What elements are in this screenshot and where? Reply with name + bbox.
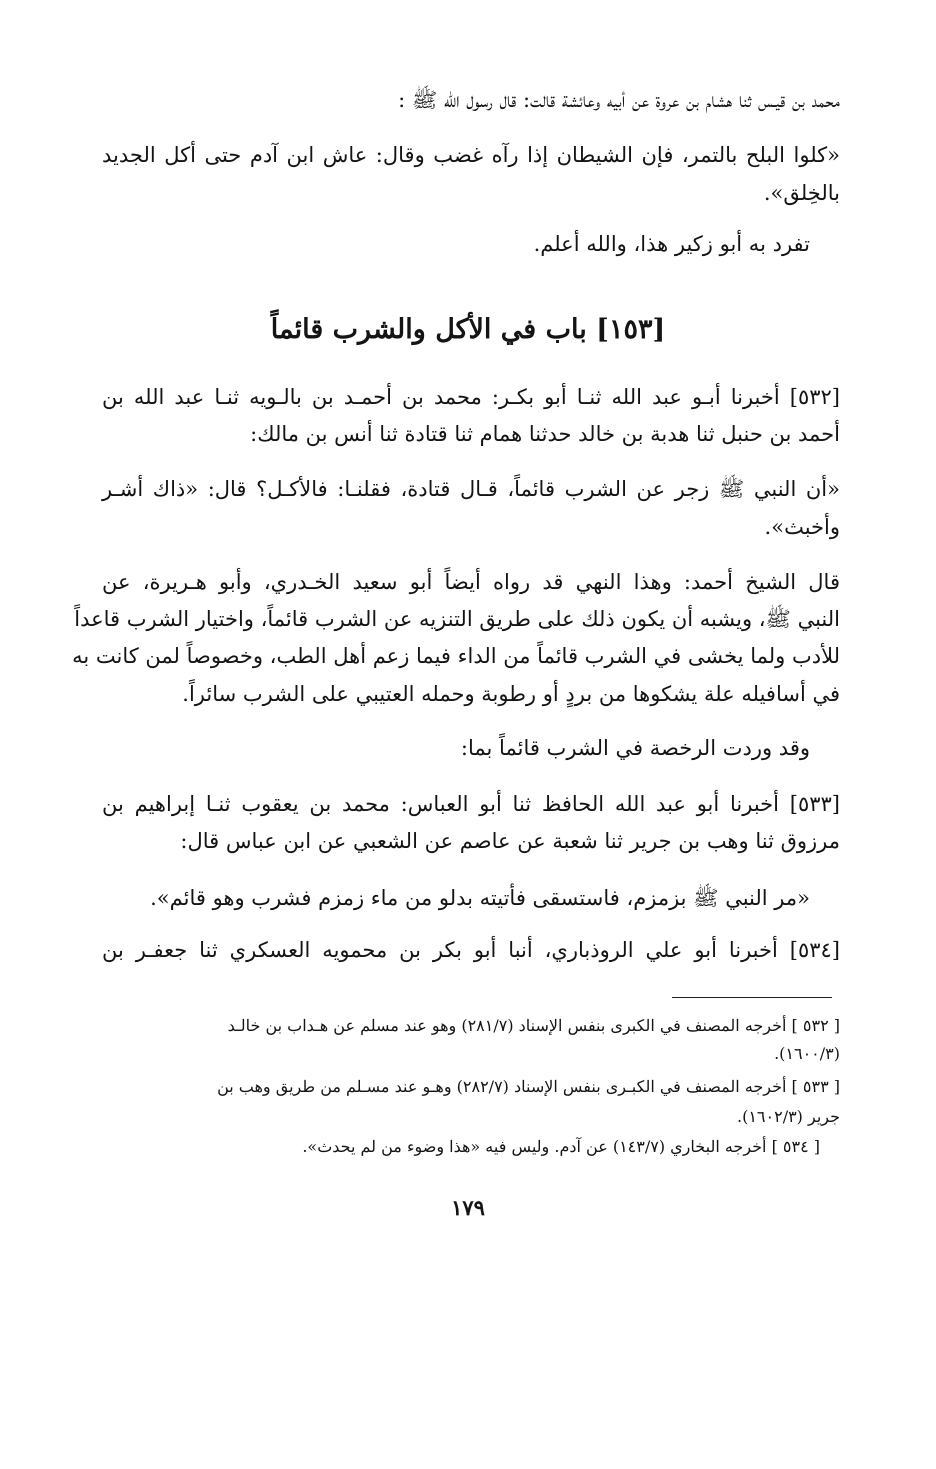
text-line: [٥٣٣] أخبرنا أبو عبد الله الحافظ ثنا أبو العباس: محمد بن يعقوب ثنـا إبراهيم بن <box>102 792 840 816</box>
text-line: [٥٣٢] أخبرنا أبـو عبد الله ثنـا أبو بكـر: محمد بن أحمـد بن بالـويه ثنـا عبد الله بن <box>102 385 840 409</box>
text-line: للأدب ولما يخشى في الشرب قائماً من الداء فيما زعم أهل الطب، وخصوصاً لمن كانت به <box>72 644 840 668</box>
text-line: أحمد بن حنبل ثنا هدبة بن خالد حدثنا همام ثنا قتادة ثنا أنس بن مالك: <box>250 422 840 446</box>
text-line: وأخبث». <box>764 515 840 539</box>
footnote-line: [ ٥٣٢ ] أخرجه المصنف في الكبرى بنفس الإسناد (٢٨١/٧) وهو عند مسلم عن هـداب بن خالـد <box>227 1016 840 1035</box>
text-line: تفرد به أبو زكير هذا، والله أعلم. <box>533 232 810 256</box>
text-line: [٥٣٤] أخبرنا أبو علي الروذباري، أنبا أبو بكر بن محمويه العسكري ثنا جعفـر بن <box>102 938 840 962</box>
footnote-line: [ ٥٣٤ ] أخرجه البخاري (١٤٣/٧) عن آدم. وليس فيه «هذا وضوء من لم يحدث». <box>302 1137 820 1156</box>
text-line: النبي ﷺ، ويشبه أن يكون ذلك على طريق التنزيه عن الشرب قائماً، واختيار الشرب قاعداً <box>74 607 840 631</box>
text-line: قال الشيخ أحمد: وهذا النهي قد رواه أيضاً أبو سعيد الخـدري، وأبو هـريرة، عن <box>102 570 840 594</box>
footnote-line: جرير (١٦٠٢/٣). <box>736 1107 840 1126</box>
text-line: بالخِلق». <box>763 181 840 205</box>
text-line: «مر النبي ﷺ بزمزم، فاستسقى فأتيته بدلو من ماء زمزم فشرب وهو قائم». <box>150 886 810 910</box>
text-line: «كلوا البلح بالتمر، فإن الشيطان إذا رآه غضب وقال: عاش ابن آدم حتى أكل الجديد <box>102 143 840 167</box>
footnote-divider <box>672 997 832 998</box>
page-number: ١٧٩ <box>451 1195 485 1220</box>
text-line: وقد وردت الرخصة في الشرب قائماً بما: <box>460 736 810 760</box>
text-line: محمد بن قيـس ثنا هشام بن عروة عن أبيه وعائشة قالت: قال رسول الله ﷺ : <box>398 88 840 112</box>
footnote-line: [ ٥٣٣ ] أخرجه المصنف في الكبـرى بنفس الإسناد (٢٨٢/٧) وهـو عند مسـلم من طريق وهب بن <box>217 1077 840 1096</box>
text-line: في أسافيله علة يشكوها من بردٍ أو رطوبة وحمله العتيبي على الشرب سائراً. <box>182 682 840 706</box>
text-line: «أن النبي ﷺ زجر عن الشرب قائماً، قـال قتادة، فقلنـا: فالأكـل؟ قال: «ذاك أشـر <box>102 477 840 501</box>
chapter-heading: [١٥٣] باب في الأكل والشرب قائماً <box>270 314 666 345</box>
footnote-line: (١٦٠٠/٣). <box>774 1044 840 1063</box>
text-line: مرزوق ثنا وهب بن جرير ثنا شعبة عن عاصم عن الشعبي عن ابن عباس قال: <box>180 829 840 853</box>
